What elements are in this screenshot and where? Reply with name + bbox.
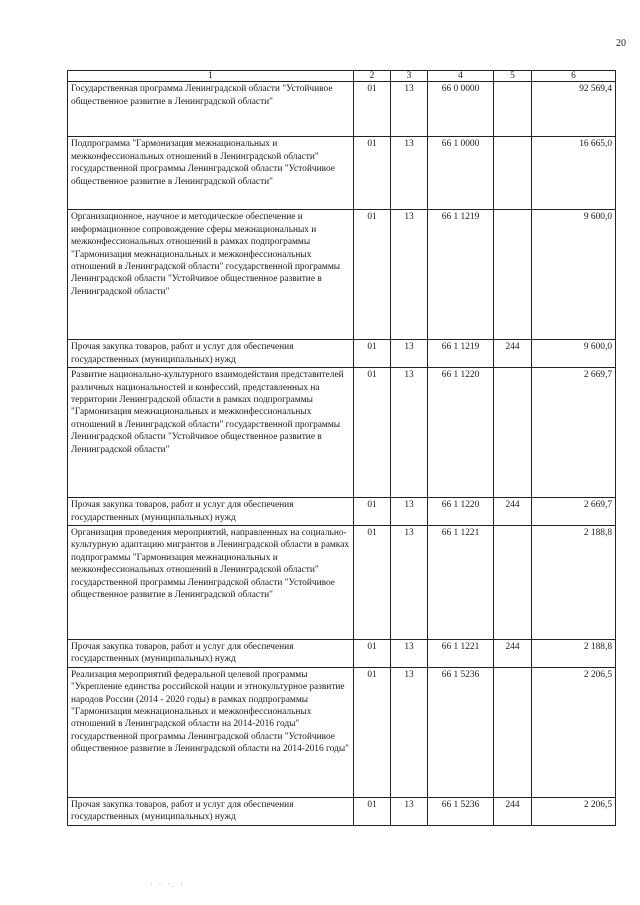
table-row bbox=[68, 340, 616, 368]
row-subsection: 13 bbox=[391, 340, 428, 368]
row-amount: 2 188,8 bbox=[532, 525, 616, 639]
row-name: Прочая закупка товаров, работ и услуг для обеспечения государственных (муниципальных) нужд bbox=[68, 797, 354, 825]
row-target-code: 66 1 1221 bbox=[428, 639, 494, 667]
table-row bbox=[68, 210, 616, 340]
row-expense-type bbox=[494, 525, 532, 639]
row-name: Прочая закупка товаров, работ и услуг для обеспечения государственных (муниципальных) нужд bbox=[68, 340, 354, 368]
header-row bbox=[68, 71, 616, 82]
row-amount: 2 188,8 bbox=[532, 639, 616, 667]
row-amount: 2 206,5 bbox=[532, 667, 616, 797]
row-target-code: 66 1 1219 bbox=[428, 210, 494, 340]
header-col-4: 4 bbox=[428, 71, 494, 82]
row-section: 01 bbox=[354, 797, 391, 825]
row-subsection: 13 bbox=[391, 525, 428, 639]
budget-table bbox=[67, 70, 616, 826]
row-subsection: 13 bbox=[391, 137, 428, 210]
row-section: 01 bbox=[354, 137, 391, 210]
row-name: Подпрограмма "Гармонизация межнациональных и межконфессиональных отношений в Ленинградской области" государственной программы Ленинградской области "Устойчивое общественное развитие в Ленинградской области" bbox=[68, 137, 354, 210]
row-subsection: 13 bbox=[391, 639, 428, 667]
row-target-code: 66 1 5236 bbox=[428, 797, 494, 825]
row-expense-type bbox=[494, 82, 532, 137]
row-section: 01 bbox=[354, 210, 391, 340]
scan-specks: · · ·. · bbox=[150, 880, 185, 889]
table-row bbox=[68, 667, 616, 797]
row-name: Государственная программа Ленинградской области "Устойчивое общественное развитие в Ленинградской области" bbox=[68, 82, 354, 137]
row-expense-type bbox=[494, 137, 532, 210]
row-section: 01 bbox=[354, 525, 391, 639]
row-target-code: 66 1 1221 bbox=[428, 525, 494, 639]
row-expense-type: 244 bbox=[494, 639, 532, 667]
row-target-code: 66 1 0000 bbox=[428, 137, 494, 210]
row-name: Организационное, научное и методическое обеспечение и информационное сопровождение сферы межнациональных и межконфессиональных отношений в рамках подпрограммы "Гармонизация межнациональных и межконфессиональных отношений в Ленинградской области" государственной программы Ленинградской области "Устойчивое общественное развитие в Ленинградской области" bbox=[68, 210, 354, 340]
row-subsection: 13 bbox=[391, 797, 428, 825]
row-section: 01 bbox=[354, 82, 391, 137]
header-col-5: 5 bbox=[494, 71, 532, 82]
row-expense-type: 244 bbox=[494, 797, 532, 825]
row-amount: 16 665,0 bbox=[532, 137, 616, 210]
row-expense-type bbox=[494, 368, 532, 498]
row-subsection: 13 bbox=[391, 667, 428, 797]
row-expense-type: 244 bbox=[494, 340, 532, 368]
row-amount: 9 600,0 bbox=[532, 210, 616, 340]
table-row bbox=[68, 82, 616, 137]
row-section: 01 bbox=[354, 639, 391, 667]
row-name: Прочая закупка товаров, работ и услуг для обеспечения государственных (муниципальных) нужд bbox=[68, 498, 354, 526]
row-amount: 2 669,7 bbox=[532, 368, 616, 498]
row-target-code: 66 1 1220 bbox=[428, 498, 494, 526]
page-number: 20 bbox=[616, 38, 626, 49]
row-name: Прочая закупка товаров, работ и услуг для обеспечения государственных (муниципальных) нужд bbox=[68, 639, 354, 667]
row-name: Организация проведения мероприятий, направленных на социально-культурную адаптацию мигрантов в Ленинградской области в рамках подпрограммы "Гармонизация межнациональных и межконфессиональных отношений в Ленинградской области" государственной программы Ленинградской области "Устойчивое общественное развитие в Ленинградской области" bbox=[68, 525, 354, 639]
row-expense-type: 244 bbox=[494, 498, 532, 526]
row-subsection: 13 bbox=[391, 498, 428, 526]
row-name: Реализация мероприятий федеральной целевой программы "Укрепление единства российской нации и этнокультурное развитие народов России (2014 - 2020 годы) в рамках подпрограммы "Гармонизация межнациональных и межконфессиональных отношений в Ленинградской области на 2014-2016 годы" государственной программы Ленинградской области "Устойчивое общественное развитие в Ленинградской области на 2014-2016 годы" bbox=[68, 667, 354, 797]
header-col-2: 2 bbox=[354, 71, 391, 82]
table-row bbox=[68, 368, 616, 498]
table-row bbox=[68, 639, 616, 667]
row-amount: 2 206,5 bbox=[532, 797, 616, 825]
row-target-code: 66 1 1220 bbox=[428, 368, 494, 498]
table-row bbox=[68, 137, 616, 210]
row-target-code: 66 1 1219 bbox=[428, 340, 494, 368]
row-amount: 2 669,7 bbox=[532, 498, 616, 526]
row-subsection: 13 bbox=[391, 82, 428, 137]
row-expense-type bbox=[494, 667, 532, 797]
row-target-code: 66 1 5236 bbox=[428, 667, 494, 797]
row-subsection: 13 bbox=[391, 210, 428, 340]
row-section: 01 bbox=[354, 498, 391, 526]
header-col-3: 3 bbox=[391, 71, 428, 82]
row-target-code: 66 0 0000 bbox=[428, 82, 494, 137]
table-row bbox=[68, 525, 616, 639]
row-amount: 92 569,4 bbox=[532, 82, 616, 137]
row-section: 01 bbox=[354, 667, 391, 797]
table-row bbox=[68, 797, 616, 825]
row-amount: 9 600,0 bbox=[532, 340, 616, 368]
row-section: 01 bbox=[354, 368, 391, 498]
header-col-1: 1 bbox=[68, 71, 354, 82]
row-expense-type bbox=[494, 210, 532, 340]
row-section: 01 bbox=[354, 340, 391, 368]
header-col-6: 6 bbox=[532, 71, 616, 82]
row-name: Развитие национально-культурного взаимодействия представителей различных национальностей и конфессий, представленных на территории Ленинградской области в рамках подпрограммы "Гармонизация межнациональных и межконфессиональных отношений в Ленинградской области" государственной программы Ленинградской области "Устойчивое общественное развитие в Ленинградской области" bbox=[68, 368, 354, 498]
table-row bbox=[68, 498, 616, 526]
row-subsection: 13 bbox=[391, 368, 428, 498]
